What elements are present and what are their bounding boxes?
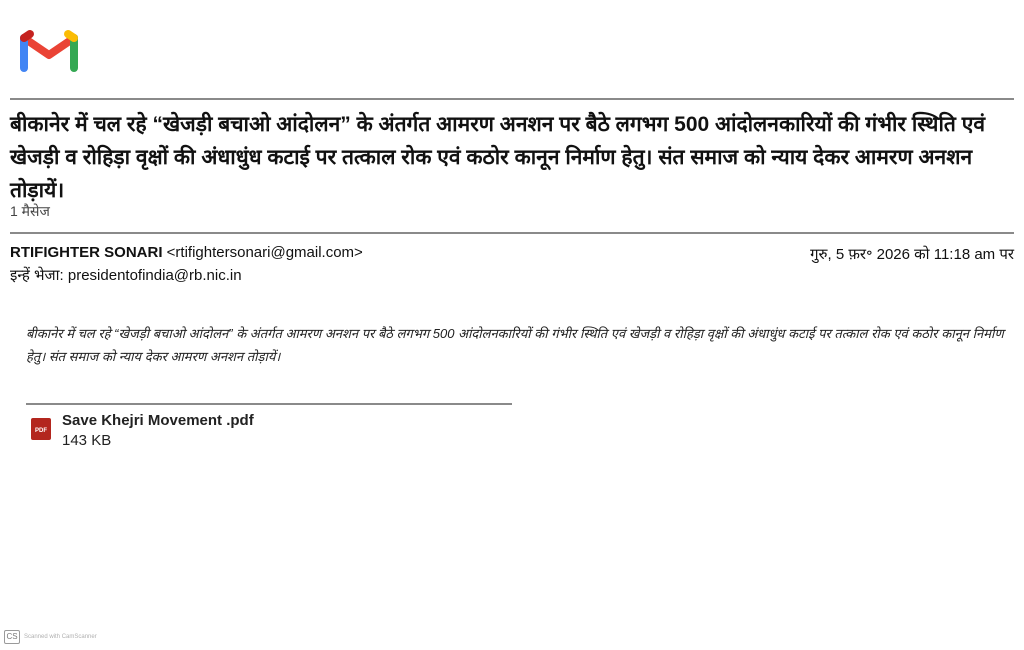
top-divider — [10, 98, 1014, 100]
attachment-divider — [26, 403, 512, 405]
message-count: 1 मैसेज — [10, 203, 50, 219]
email-body: बीकानेर में चल रहे “खेजड़ी बचाओ आंदोलन” के अंतर्गत आमरण अनशन पर बैठे लगभग 500 आंदोलनकारियों की गंभीर स्थिति एवं खेजड़ी व रोहिड़ा वृक्षों की अंधाधुंध कटाई पर तत्काल रोक एवं कठोर कानून निर्माण हेतु। संत समाज को न्याय देकर आमरण अनशन तोड़ायें। — [26, 326, 1004, 364]
email-subject: बीकानेर में चल रहे “खेजड़ी बचाओ आंदोलन” के अंतर्गत आमरण अनशन पर बैठे लगभग 500 आंदोलनकारियों की गंभीर स्थिति एवं खेजड़ी व रोहिड़ा वृक्षों की अंधाधुंध कटाई पर तत्काल रोक एवं कठोर कानून निर्माण हेतु। संत समाज को न्याय देकर आमरण अनशन तोड़ायें। — [10, 113, 985, 202]
attachment-size: 143 KB — [62, 432, 112, 449]
email-date: गुरु, 5 फ़र॰ 2026 को 11:18 am पर — [810, 246, 1014, 263]
sender-name: RTIFIGHTER SONARI — [10, 244, 163, 261]
scanner-watermark — [4, 630, 97, 644]
camscanner-icon: CS — [4, 630, 20, 644]
gmail-logo-icon — [18, 24, 80, 72]
watermark-text: Scanned with CamScanner — [24, 634, 97, 640]
sender-line — [10, 244, 363, 261]
sender-email[interactable]: <rtifightersonari@gmail.com> — [166, 244, 363, 261]
attachment-name[interactable]: Save Khejri Movement .pdf — [62, 412, 254, 429]
pdf-icon-label: PDF — [35, 428, 47, 434]
recipient-line: इन्हें भेजा: presidentofindia@rb.nic.in — [10, 267, 242, 284]
pdf-file-icon[interactable] — [30, 417, 52, 441]
header-divider — [10, 232, 1014, 234]
